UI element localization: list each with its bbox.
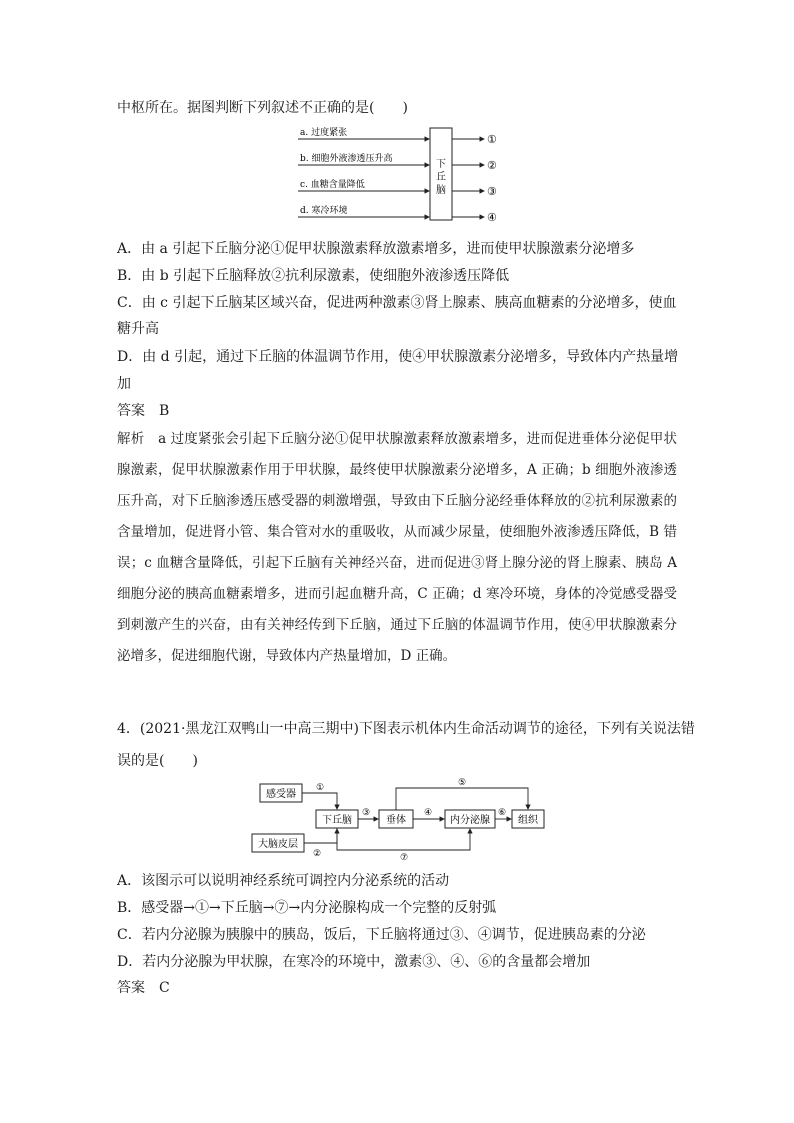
- output-2: ②: [487, 159, 497, 172]
- tissue-label: 组织: [518, 815, 538, 826]
- cortex-label: 大脑皮层: [258, 839, 298, 850]
- input-a: a. 过度紧张: [300, 128, 348, 138]
- q4-diagram: [250, 774, 550, 862]
- label-2: ②: [313, 849, 322, 859]
- label-1: ①: [316, 783, 325, 793]
- label-5: ⑤: [458, 778, 467, 788]
- label-4: ④: [424, 808, 433, 818]
- hypothalamus-char-2: 丘: [436, 172, 446, 183]
- hypothalamus-label: 下丘脑: [322, 815, 352, 826]
- q3-intro: 中枢所在。据图判断下列叙述不正确的是( ): [117, 100, 408, 116]
- input-d: d. 寒冷环境: [300, 206, 348, 216]
- q3-option-d-cont: 加: [117, 376, 131, 392]
- output-1: ①: [487, 133, 497, 146]
- input-b: b. 细胞外液渗透压升高: [300, 154, 393, 164]
- q4-option-a: A．该图示可以说明神经系统可调控内分泌系统的活动: [117, 873, 450, 889]
- q4-stem-line1: 4．(2021·黑龙江双鸭山一中高三期中)下图表示机体内生命活动调节的途径，下列有关说法错: [117, 721, 695, 737]
- q3-answer: 答案 B: [117, 403, 170, 419]
- pituitary-label: 垂体: [386, 815, 406, 826]
- hypothalamus-char-1: 下: [436, 159, 446, 170]
- output-3: ③: [487, 185, 497, 198]
- hypothalamus-char-3: 脑: [436, 185, 446, 196]
- gland-label: 内分泌腺: [450, 815, 490, 826]
- label-3: ③: [362, 808, 371, 818]
- q4-option-c: C．若内分泌腺为胰腺中的胰岛，饭后，下丘脑将通过③、④调节，促进胰岛素的分泌: [117, 927, 646, 943]
- receptor-label: 感受器: [266, 789, 296, 800]
- q4-stem-line2: 误的是( ): [117, 753, 198, 769]
- q3-option-c-cont: 糖升高: [117, 321, 159, 337]
- q4-option-b: B．感受器→①→下丘脑→⑦→内分泌腺构成一个完整的反射弧: [117, 900, 497, 916]
- q3-option-d: D．由 d 引起，通过下丘脑的体温调节作用，使④甲状腺激素分泌增多，导致体内产热量增: [117, 349, 679, 365]
- q3-analysis: 解析 a 过度紧张会引起下丘脑分泌①促甲状腺激素释放激素增多，进而促进垂体分泌促甲状腺激素，促甲状腺激素作用于甲状腺，最终使甲状腺激素分泌增多，A 正确；b 细胞外液渗透压升高，对下丘脑渗透压感受器的刺激增强，导致由下丘脑分泌经垂体释放的②抗利尿激素的含量增加，促进肾小管、集合管对水的重吸收，从而减少尿量，使细胞外液渗透压降低，B 错误；c 血糖含量降低，引起下丘脑有关神经兴奋，进而促进③肾上腺分泌的肾上腺素、胰岛 A 细胞分泌的胰高血糖素增多，进而引起血糖升高，C 正确；d 寒冷环境，身体的冷觉感受器受到刺激产生的兴奋，由有关神经传到下丘脑，通过下丘脑的体温调节作用，使④甲状腺激素分泌增多，促进细胞代谢，导致体内产热量增加，D 正确。: [117, 431, 677, 664]
- input-c: c. 血糖含量降低: [300, 180, 365, 190]
- label-6: ⑥: [498, 808, 507, 818]
- output-4: ④: [487, 211, 497, 224]
- q3-option-a: A．由 a 引起下丘脑分泌①促甲状腺激素释放激素增多，进而使甲状腺激素分泌增多: [117, 241, 635, 257]
- label-7: ⑦: [400, 853, 409, 862]
- q3-diagram: [296, 124, 506, 224]
- q3-option-c: C．由 c 引起下丘脑某区域兴奋，促进两种激素③肾上腺素、胰高血糖素的分泌增多，使血: [117, 295, 677, 311]
- q3-option-b: B．由 b 引起下丘脑释放②抗利尿激素，使细胞外液渗透压降低: [117, 268, 510, 284]
- q4-answer: 答案 C: [117, 980, 170, 996]
- q4-option-d: D．若内分泌腺为甲状腺，在寒冷的环境中，激素③、④、⑥的含量都会增加: [117, 954, 591, 970]
